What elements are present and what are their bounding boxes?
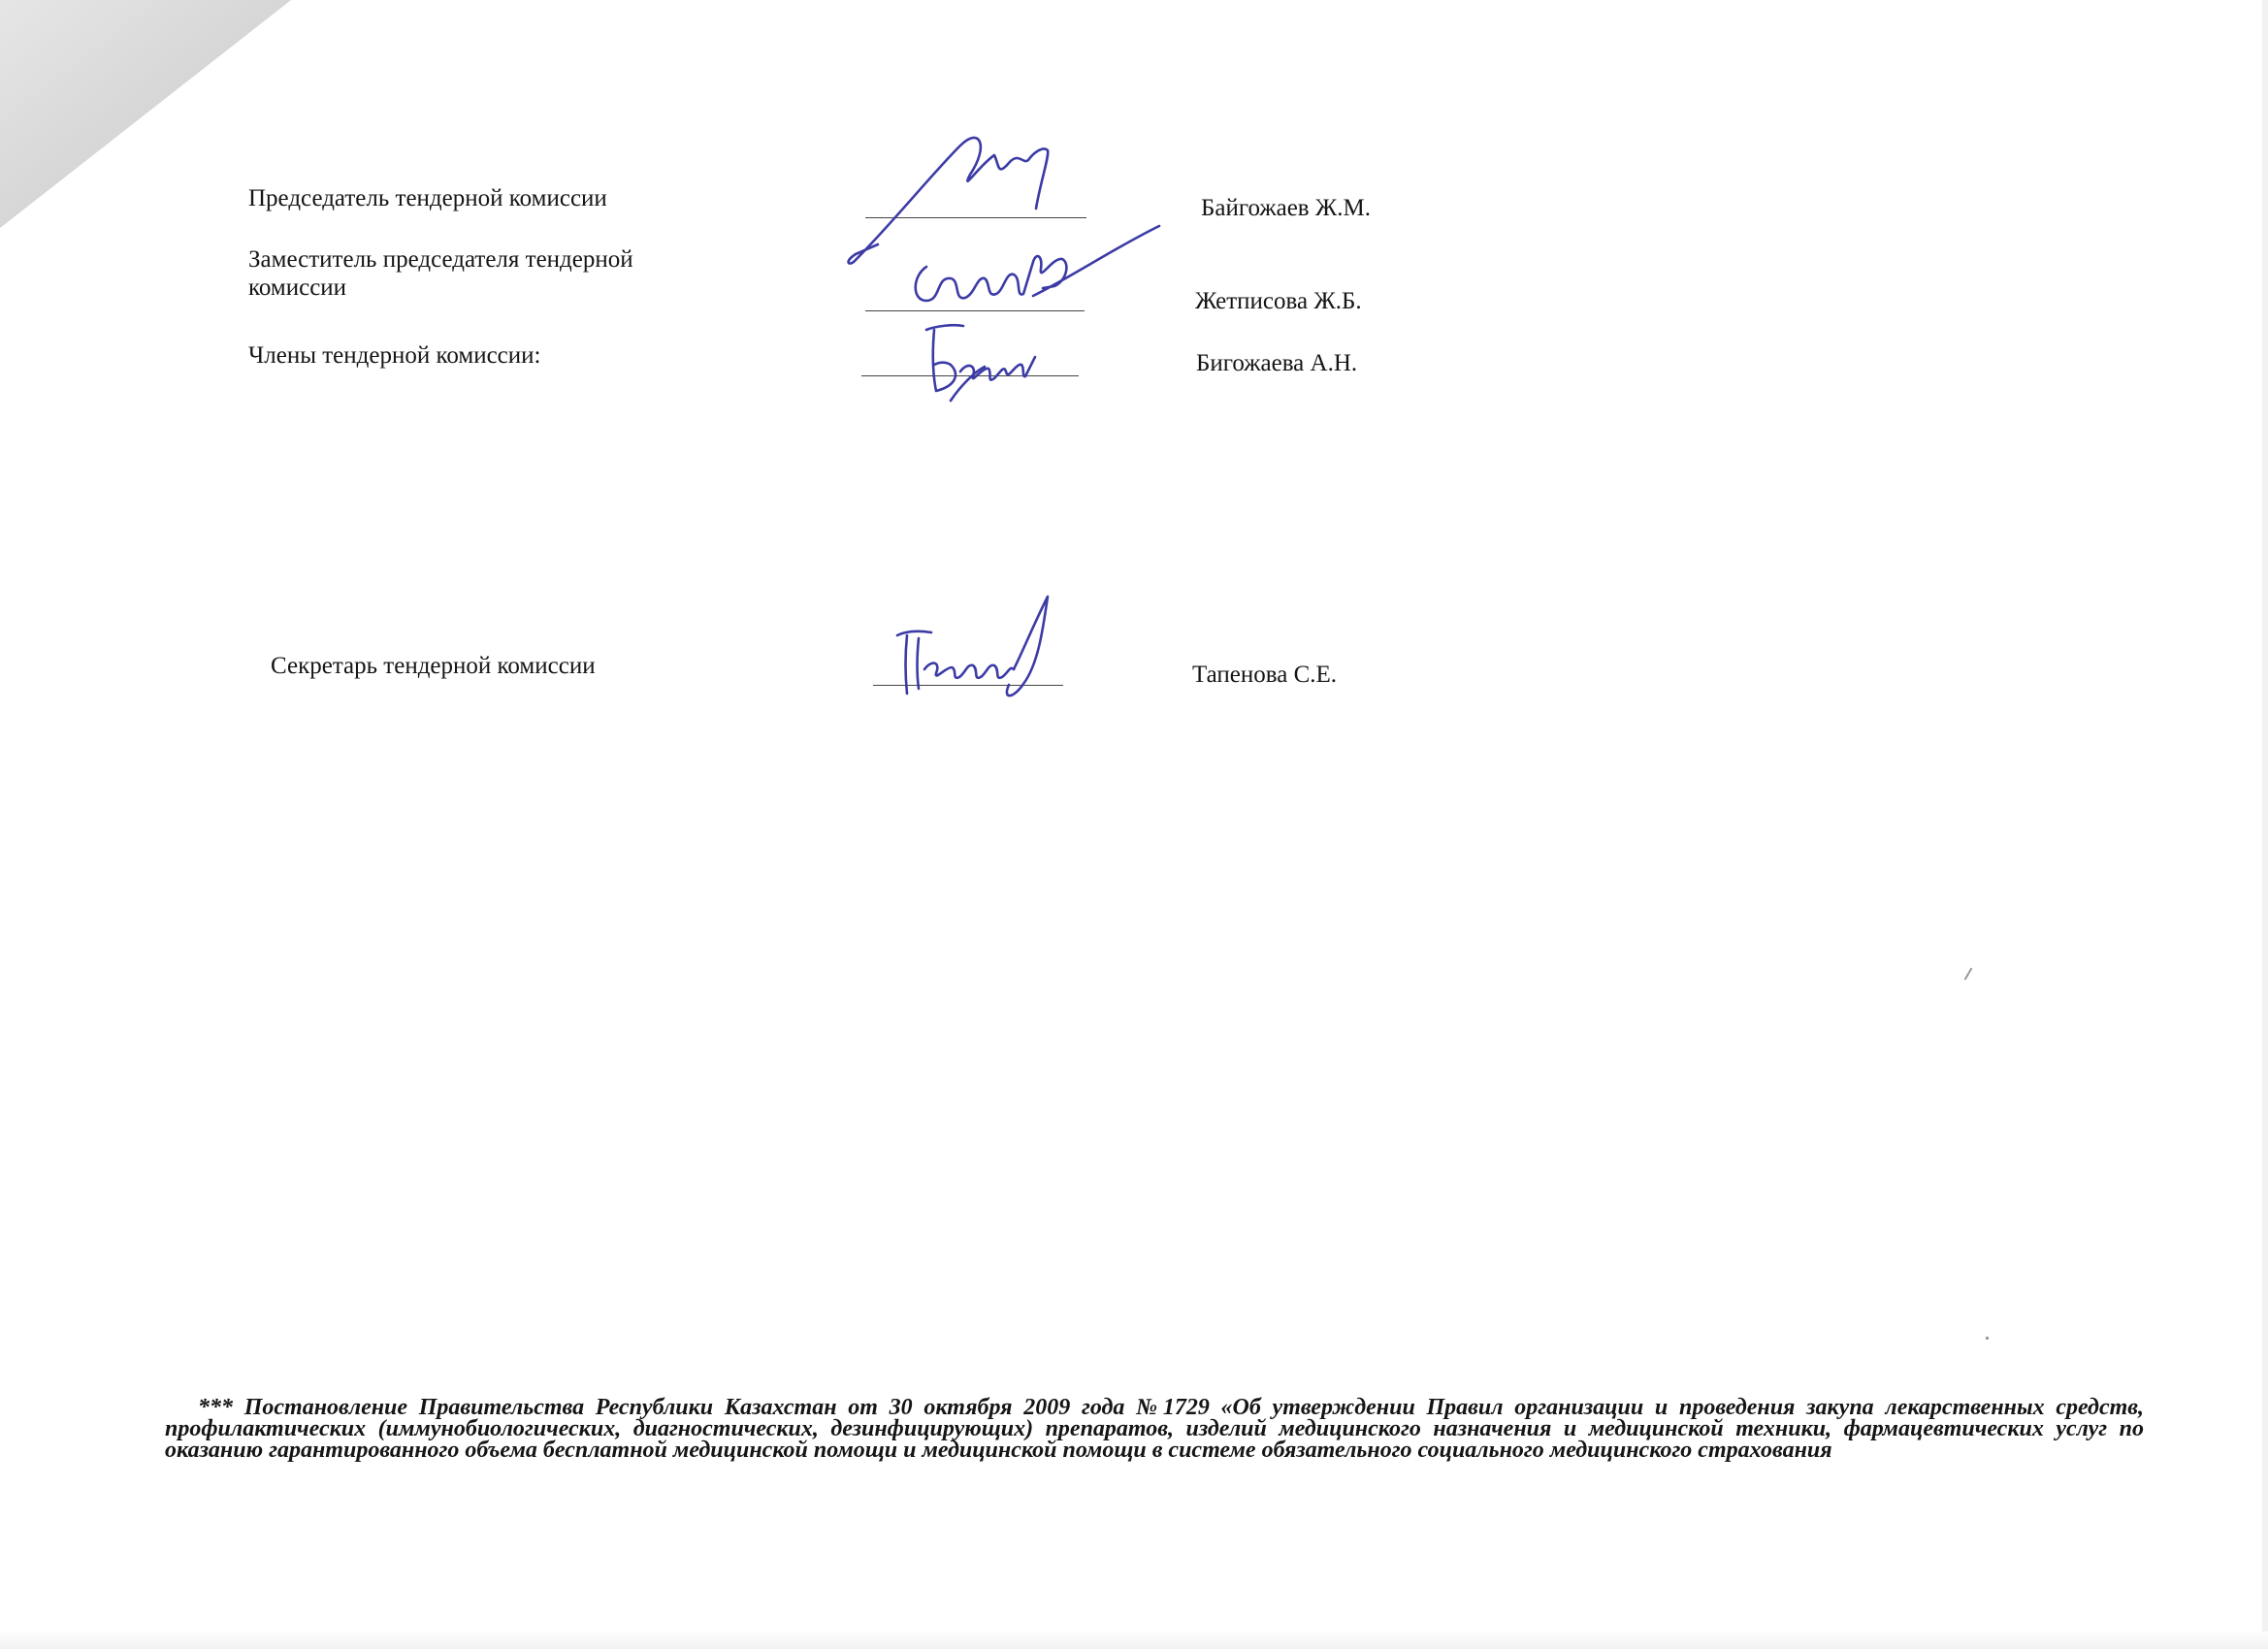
member-signature xyxy=(917,318,1053,405)
chairman-role: Председатель тендерной комиссии xyxy=(248,185,607,211)
footnote: *** Постановление Правительства Республики Казахстан от 30 октября 2009 года №1729 «Об утверждении Правил организации и проведения закупа лекарственных средств, профилактических (иммунобиологических, диагностических, дезинфицирующих) препаратов, изделий медицинского назначения и медицинской техники, фармацевтических услуг по оказанию гарантированного объема бесплатной медицинской помощи и медицинской помощи в системе обязательного социального медицинского страхования xyxy=(165,1395,2144,1463)
scan-speck xyxy=(1964,967,1973,980)
secretary-name: Тапенова С.Е. xyxy=(1192,662,1338,688)
secretary-role: Секретарь тендерной комиссии xyxy=(271,653,596,679)
deputy-chairman-name: Жетписова Ж.Б. xyxy=(1195,288,1362,314)
scan-edge xyxy=(2262,0,2268,1649)
scan-bottom-edge xyxy=(0,1632,2268,1649)
member-name: Бигожаева А.Н. xyxy=(1196,350,1358,376)
deputy-chairman-role: Заместитель председателя тендерной комиссии xyxy=(248,246,633,301)
deputy-signature xyxy=(907,218,1169,315)
secretary-signature xyxy=(878,592,1062,708)
chairman-name: Байгожаев Ж.М. xyxy=(1201,195,1371,221)
members-role: Члены тендерной комиссии: xyxy=(248,342,541,369)
scan-speck xyxy=(1986,1337,1989,1340)
